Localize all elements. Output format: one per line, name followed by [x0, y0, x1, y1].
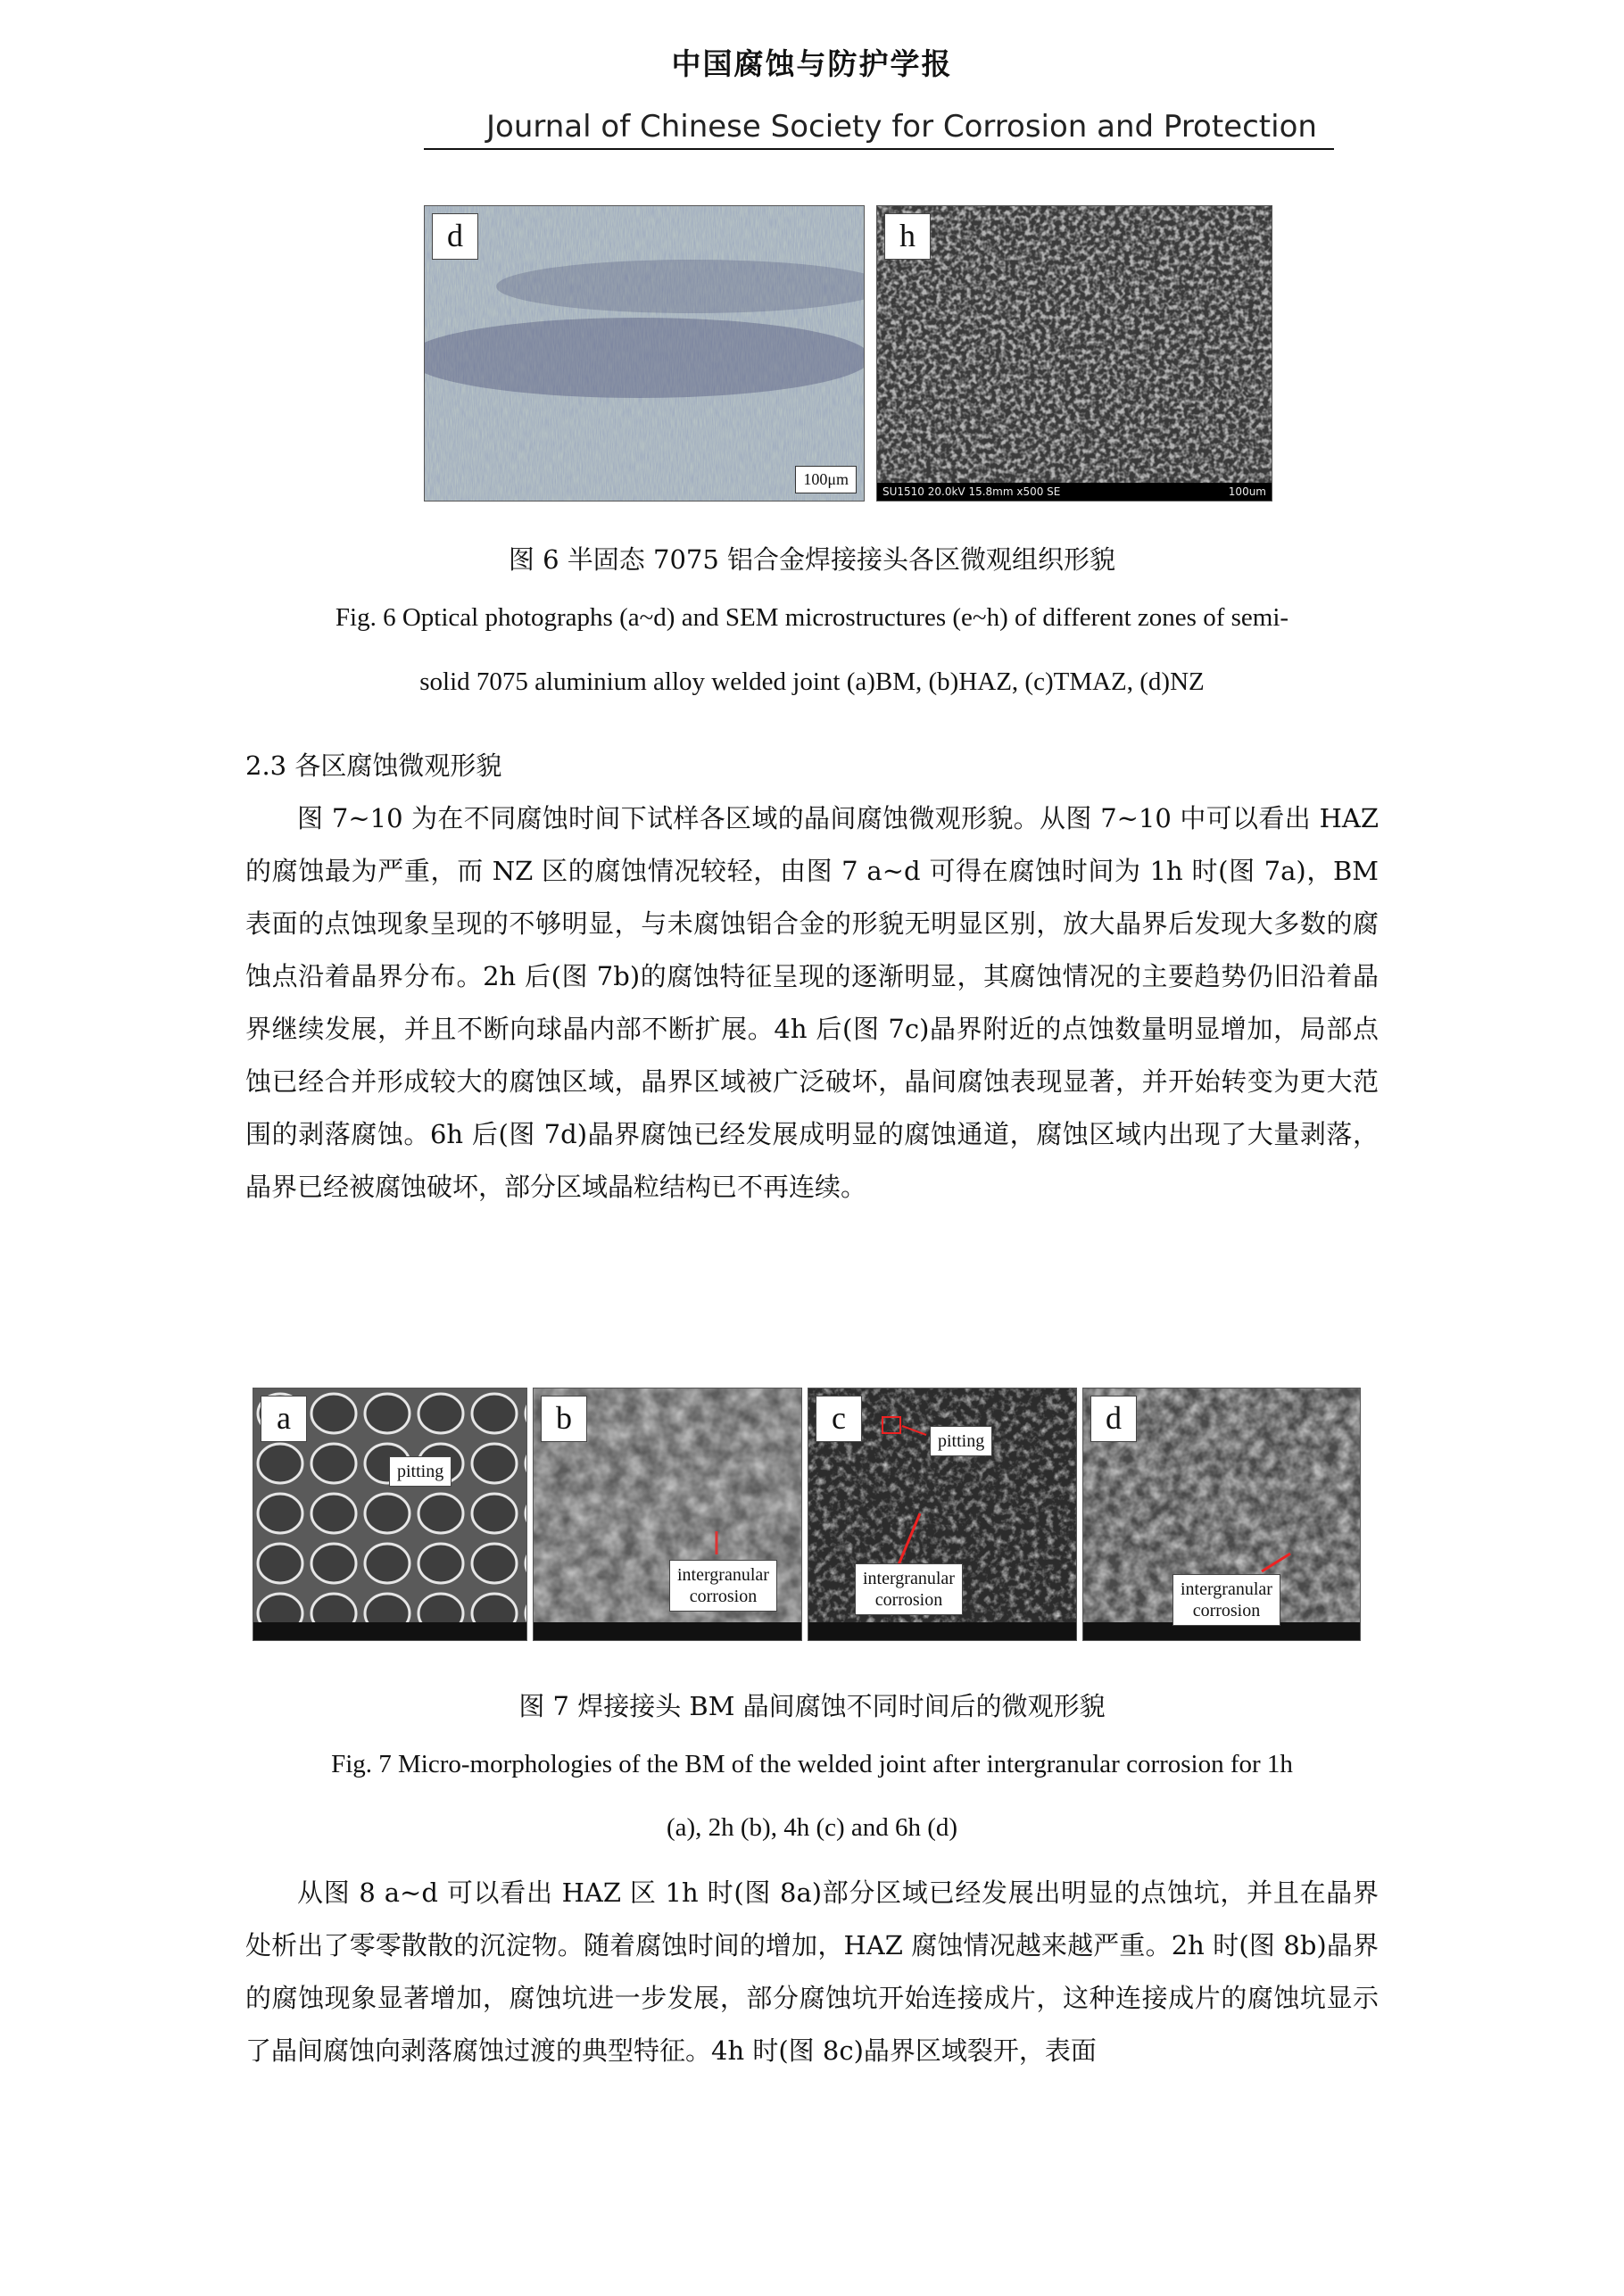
sem-info-bar — [877, 483, 1272, 501]
fig6-caption-en-line1: Fig. 6 Optical photographs (a~d) and SEM microstructures (e~h) of different zones of semi- — [335, 603, 1289, 632]
panel-letter: d — [432, 213, 478, 260]
pitting-label: pitting — [389, 1456, 452, 1487]
intergranular-corrosion-label: intergranular corrosion — [1172, 1574, 1280, 1626]
intergranular-corrosion-label: intergranular corrosion — [669, 1560, 777, 1612]
fig7-panel-c — [808, 1388, 1077, 1641]
fig7-panel-d — [1082, 1388, 1361, 1641]
panel-letter: a — [261, 1396, 307, 1442]
fig6-caption-cn: 图 6 半固态 7075 铝合金焊接接头各区微观组织形貌 — [508, 544, 1116, 575]
fig7-panel-a — [253, 1388, 527, 1641]
fig6-caption-en-line2: solid 7075 aluminium alloy welded joint (a)BM, (b)HAZ, (c)TMAZ, (d)NZ — [419, 667, 1205, 696]
section-heading: 2.3 各区腐蚀微观形貌 — [245, 750, 502, 781]
fig7-caption-en-line2: (a), 2h (b), 4h (c) and 6h (d) — [666, 1813, 958, 1842]
fig7-panel-b — [533, 1388, 802, 1641]
panel-letter: c — [816, 1396, 862, 1442]
scale-bar-label: 100μm — [795, 466, 857, 493]
panel-letter: h — [884, 213, 931, 260]
fig7-caption-en-line1: Fig. 7 Micro-morphologies of the BM of the welded joint after intergranular corrosion for 1h — [331, 1750, 1293, 1778]
scale-bar-label: 100um — [1228, 485, 1266, 498]
fig6-panel-d-optical — [424, 205, 865, 501]
body-paragraph-1: 图 7~10 为在不同腐蚀时间下试样各区域的晶间腐蚀微观形貌。从图 7~10 中可以看出 HAZ 的腐蚀最为严重，而 NZ 区的腐蚀情况较轻，由图 7 a~d 可得在腐蚀时间为 1h 时(图 7a)，BM 表面的点蚀现象呈现的不够明显，与未腐蚀铝合金的形貌无明显区别，放大晶界后发现大多数的腐蚀点沿着晶界分布。2h 后(图 7b)的腐蚀特征呈现的逐渐明显，其腐蚀情况的主要趋势仍旧沿着晶界继续发展，并且不断向球晶内部不断扩展。4h 后(图 7c)晶界附近的点蚀数量明显增加，局部点蚀已经合并形成较大的腐蚀区域，晶界区域被广泛破坏，晶间腐蚀表现显著，并开始转变为更大范围的剥落腐蚀。6h 后(图 7d)晶界腐蚀已经发展成明显的腐蚀通道，腐蚀区域内出现了大量剥落，晶界已经被腐蚀破坏，部分区域晶粒结构已不再连续。 — [245, 803, 1379, 1202]
fig6-panel-h-sem — [876, 205, 1272, 501]
journal-title-cn: 中国腐蚀与防护学报 — [671, 46, 953, 81]
journal-title-en: Journal of Chinese Society for Corrosion and Protection — [424, 109, 1334, 150]
body-paragraph-2: 从图 8 a~d 可以看出 HAZ 区 1h 时(图 8a)部分区域已经发展出明显的点蚀坑，并且在晶界处析出了零零散散的沉淀物。随着腐蚀时间的增加，HAZ 腐蚀情况越来越严重。2h 时(图 8b)晶界的腐蚀现象显著增加，腐蚀坑进一步发展，部分腐蚀坑开始连接成片，这种连接成片的腐蚀坑显示了晶间腐蚀向剥落腐蚀过渡的典型特征。4h 时(图 8c)晶界区域裂开，表面 — [245, 1877, 1379, 2066]
pitting-label: pitting — [930, 1426, 992, 1456]
panel-letter: b — [541, 1396, 587, 1442]
intergranular-corrosion-label: intergranular corrosion — [855, 1563, 963, 1615]
sem-info-text: SU1510 20.0kV 15.8mm x500 SE — [882, 485, 1061, 498]
fig7-caption-cn: 图 7 焊接接头 BM 晶间腐蚀不同时间后的微观形貌 — [518, 1691, 1106, 1721]
panel-letter: d — [1090, 1396, 1137, 1442]
